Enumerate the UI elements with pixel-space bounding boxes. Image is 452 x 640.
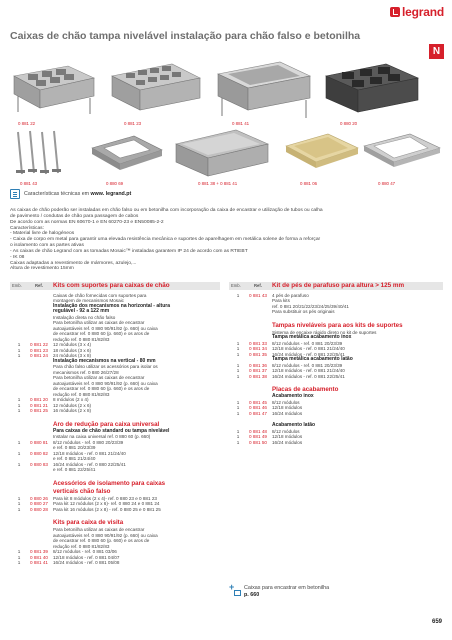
brand-name: legrand bbox=[402, 5, 444, 19]
row-description: montagem de mecanismos Mosaic bbox=[53, 298, 124, 303]
row-spacer bbox=[229, 379, 443, 386]
photo-caption: 0 881 41 bbox=[232, 121, 250, 126]
row-description: de encastrar ref. 0 880 60 (p. 660) e os aros de bbox=[53, 331, 150, 336]
row-description: Instalar na caixa universal ref. 0 880 60 (p. 660) bbox=[53, 434, 151, 439]
product-reference: 0 881 34 bbox=[249, 346, 267, 351]
product-photo-brass-cover bbox=[282, 128, 362, 180]
pack-quantity: 1 bbox=[236, 368, 240, 373]
product-row bbox=[229, 374, 443, 380]
page-title: Caixas de chão tampa nivelável instalação para chão falso e betonilha bbox=[10, 30, 361, 42]
section-heading-row bbox=[229, 386, 443, 394]
pack-quantity: 1 bbox=[17, 495, 21, 501]
product-row bbox=[10, 408, 220, 414]
photo-caption: 0 881 43 bbox=[20, 181, 38, 186]
row-description: Para betonilha utilizar as caixas de encastrar bbox=[53, 375, 145, 380]
pack-quantity bbox=[10, 519, 28, 527]
row-description: Tampa metálica acabamento inox bbox=[272, 334, 352, 340]
product-row bbox=[229, 411, 443, 417]
product-table-left bbox=[10, 282, 220, 566]
row-description: 12/18 módulos - ref. 0 881 04/07 bbox=[53, 554, 120, 560]
plus-box-icon bbox=[229, 585, 240, 596]
row-description: 8 módulos (2 x 4) bbox=[53, 397, 89, 402]
product-photo-reduction-ring bbox=[88, 130, 166, 180]
row-description: 12 módulos (3 x 4) bbox=[53, 342, 92, 347]
row-description: Placas de acabamento bbox=[272, 386, 339, 393]
product-row bbox=[229, 440, 443, 446]
product-reference: 0 881 48 bbox=[249, 428, 267, 434]
pack-quantity: 1 bbox=[17, 402, 21, 408]
product-reference: 0 880 28 bbox=[30, 506, 48, 512]
pack-quantity: 1 bbox=[17, 342, 21, 347]
row-description: Aro de redução para caixa universal bbox=[53, 420, 160, 428]
header-emb: Emb. bbox=[12, 283, 22, 289]
row-description: Instalação direta no chão falso bbox=[53, 314, 116, 320]
product-reference bbox=[247, 309, 269, 315]
row-description: Para kits bbox=[272, 298, 290, 303]
section-heading-row bbox=[10, 480, 220, 488]
product-reference: 0 880 81 bbox=[30, 439, 48, 445]
technical-info-row bbox=[10, 189, 131, 199]
row-description: Para kit 12 módulos (2 x 6)- ref. 0 880 24 e 0 881 24 bbox=[53, 501, 160, 506]
pack-quantity bbox=[10, 480, 28, 488]
product-reference bbox=[28, 480, 50, 488]
pack-quantity: 1 bbox=[17, 408, 21, 413]
row-description: e ref. 0 881 21/24/40 bbox=[53, 456, 96, 461]
row-description: autoajustáveis ref. 0 880 90/91/92 (p. 660) ou caixa bbox=[53, 380, 158, 386]
product-reference: 0 881 22 bbox=[30, 342, 48, 347]
product-table-right bbox=[229, 282, 443, 445]
intro-line: - As caixas de chão Legrand com as tomadas Mosaic™ instaladas garantem IP 24 de acordo com as RTIEBT bbox=[10, 248, 248, 254]
pack-quantity: 1 bbox=[236, 362, 240, 368]
section-heading-row bbox=[229, 322, 443, 330]
row-description: verticais chão falso bbox=[53, 487, 111, 495]
pack-quantity: 1 bbox=[236, 405, 240, 410]
intro-line: de pavimento / condutas de chão para passagem de cabos bbox=[10, 213, 139, 219]
pack-quantity bbox=[10, 488, 28, 496]
row-description: 12/18 módulos - ref. 0 881 21/24/40 bbox=[272, 368, 345, 373]
row-description: Para kit 16 módulos (2 x 8) - ref. 0 880 25 e 0 881 25 bbox=[53, 506, 161, 512]
row-description: Sistema de encaixe rápido direto no kit de suportes bbox=[272, 329, 377, 335]
intro-line: - Caixa de corpo em metal para garantir uma elevada resistência mecânica e suportes de aparelhagem em metálica solene de forma a reforçar bbox=[10, 237, 321, 243]
pack-quantity: 1 bbox=[17, 461, 21, 467]
product-reference: 0 881 50 bbox=[249, 439, 267, 445]
pack-quantity: 1 bbox=[17, 560, 21, 565]
intro-line: Altura de revestimento 15mm bbox=[10, 266, 74, 272]
technical-info-label: Características técnicas em bbox=[24, 191, 90, 197]
pack-quantity: 1 bbox=[17, 347, 21, 353]
product-row bbox=[10, 507, 220, 513]
row-description: Acessórios de isolamento para caixas bbox=[53, 479, 166, 487]
product-reference: 0 881 23 bbox=[30, 347, 48, 353]
pack-quantity: 1 bbox=[236, 434, 240, 439]
row-description: 24 módulos (3 x 8) bbox=[53, 353, 92, 358]
product-reference bbox=[28, 519, 50, 527]
intro-line: As caixas de chão poderão ser instaladas em chão falso ou em betonilha com incorporação da caixa de encastrar e utilização de tubos ou calha bbox=[10, 208, 323, 213]
pack-quantity: 1 bbox=[17, 549, 21, 554]
photo-caption: 0 881 38 + 0 881 41 bbox=[198, 181, 238, 186]
row-description: Tampas niveláveis para aos kits de suportes bbox=[272, 321, 403, 329]
product-reference: 0 881 24 bbox=[30, 353, 48, 358]
pack-quantity: 1 bbox=[236, 292, 240, 298]
product-photo-floor-box-kit-medium bbox=[108, 60, 204, 118]
intro-line: - IK 08 bbox=[10, 254, 25, 260]
cross-reference-note[interactable] bbox=[229, 585, 329, 599]
row-description: 8/12 módulos - ref. 0 881 20/23/39 bbox=[272, 340, 343, 346]
row-description: Para substituir os pés originais bbox=[272, 309, 335, 314]
product-photo-screw-feet bbox=[10, 128, 70, 178]
row-description: de encastrar ref. 0 880 60 (p. 660) e os aros de bbox=[53, 538, 150, 543]
pack-quantity: 1 bbox=[236, 428, 240, 434]
row-description: 12 módulos (2 x 6) bbox=[53, 402, 92, 408]
row-description: e ref. 0 881 20/23/39 bbox=[53, 445, 96, 450]
pack-quantity: 1 bbox=[236, 346, 240, 351]
pack-quantity bbox=[229, 309, 247, 315]
product-reference bbox=[247, 322, 269, 330]
cross-reference-label: Caixas para encastrar em betonilha bbox=[244, 585, 330, 591]
section-heading-row bbox=[10, 488, 220, 496]
description-row bbox=[229, 309, 443, 315]
product-reference: 0 881 21 bbox=[30, 402, 48, 408]
row-description: 12/18 módulos - ref. 0 881 21/24/40 bbox=[272, 346, 345, 351]
row-description: 12/18 módulos bbox=[272, 434, 303, 439]
row-description: Para kit 8 módulos (2 x 4)- ref. 0 880 23 e 0 881 23 bbox=[53, 495, 157, 501]
product-reference: 0 881 46 bbox=[249, 405, 267, 410]
row-description: 8/12 módulos - ref. 0 881 20/23/39 bbox=[272, 362, 343, 368]
product-reference: 0 881 35 bbox=[249, 351, 267, 357]
product-reference: 0 880 83 bbox=[30, 461, 48, 467]
row-description: 8/12 módulos - ref. 0 880 20/23/39 bbox=[53, 439, 124, 445]
description-row bbox=[10, 467, 220, 473]
product-reference: 0 881 40 bbox=[30, 554, 48, 560]
row-spacer bbox=[10, 473, 220, 480]
row-description: autoajustáveis ref. 0 880 90/91/92 (p. 660) ou caixa bbox=[53, 325, 158, 331]
row-description: 16/24 módulos - ref. 0 881 22/25/41 bbox=[272, 351, 345, 357]
page-number: 659 bbox=[431, 619, 442, 625]
section-title: Kits com suportes para caixas de chão bbox=[53, 282, 170, 290]
row-description: mecanismos ref. 0 880 26/27/28 bbox=[53, 369, 119, 375]
row-description: regulável - 92 a 122 mm bbox=[53, 308, 110, 314]
intro-line: Características: bbox=[10, 225, 44, 231]
pack-quantity: 1 bbox=[236, 399, 240, 405]
row-description: 16/24 módulos bbox=[272, 410, 303, 416]
pack-quantity: 1 bbox=[17, 506, 21, 512]
intro-line: - Material livre de halogéneos bbox=[10, 231, 75, 237]
row-description: 16/24 módulos - ref. 0 881 22/25/41 bbox=[272, 373, 345, 379]
cross-reference-page: p. 660 bbox=[244, 592, 260, 598]
section-marker: N bbox=[429, 44, 444, 59]
photo-caption: 0 880 20 bbox=[340, 121, 358, 126]
row-spacer bbox=[10, 414, 220, 421]
row-description: 12/18 módulos - ref. 0 881 21/24/40 bbox=[53, 450, 126, 456]
row-spacer bbox=[229, 315, 443, 322]
photo-caption: 0 881 22 bbox=[18, 121, 36, 126]
product-reference: 0 881 43 bbox=[249, 292, 267, 298]
row-spacer bbox=[229, 416, 443, 423]
product-reference: 0 881 47 bbox=[249, 410, 267, 416]
product-reference: 0 881 41 bbox=[30, 560, 48, 565]
product-reference bbox=[28, 421, 50, 429]
section-title: Kit de pés de parafuso para altura > 125 mm bbox=[272, 282, 405, 290]
header-ref: Ref. bbox=[35, 283, 43, 289]
row-description: 16/24 módulos - ref. 0 880 22/25/41 bbox=[53, 461, 126, 467]
row-description: Instalação dos mecanismos na horizontal - altura bbox=[53, 302, 170, 309]
intro-line: Caixas adaptadas a revestimento de mármores, azulejo,... bbox=[10, 260, 137, 266]
pack-quantity bbox=[10, 421, 28, 429]
product-reference bbox=[247, 386, 269, 394]
product-reference: 0 881 45 bbox=[249, 399, 267, 405]
row-description: 8/12 módulos bbox=[272, 428, 300, 434]
pack-quantity bbox=[10, 467, 28, 473]
product-reference: 0 881 36 bbox=[249, 362, 267, 368]
product-photo-floor-box-kit-small bbox=[8, 60, 98, 118]
pack-quantity: 1 bbox=[17, 554, 21, 560]
product-reference: 0 881 39 bbox=[30, 549, 48, 554]
product-photo-finishing-plate bbox=[360, 128, 444, 180]
row-description: 12/18 módulos bbox=[272, 405, 303, 410]
pack-quantity: 1 bbox=[236, 373, 240, 379]
pack-quantity: 1 bbox=[236, 439, 240, 445]
pack-quantity: 1 bbox=[17, 397, 21, 402]
photo-caption: 0 881 06 bbox=[300, 181, 318, 186]
row-description: Para betonilha utilizar as caixas de encastrar bbox=[53, 320, 145, 325]
pack-quantity bbox=[229, 322, 247, 330]
row-description: Acabamento inox bbox=[272, 393, 314, 399]
row-description: 16/24 módulos - ref. 0 881 05/08 bbox=[53, 560, 120, 565]
row-description: e ref. 0 881 22/25/41 bbox=[53, 467, 96, 472]
row-description: de encastrar ref. 0 880 60 (p. 660) e os aros de bbox=[53, 386, 150, 391]
row-description: Kits para caixa de visita bbox=[53, 519, 124, 526]
product-reference: 0 881 49 bbox=[249, 434, 267, 439]
row-description: redução ref. 0 880 81/82/83 bbox=[53, 391, 110, 397]
row-description: Caixas de chão fornecidas com suportes para bbox=[53, 292, 147, 298]
intro-line: o isolamento com as partes ativas bbox=[10, 243, 84, 249]
product-reference: 0 881 20 bbox=[30, 397, 48, 402]
row-description: ref. 0 881 20/21/22/23/24/25/39/40/41 bbox=[272, 303, 349, 309]
product-photo-insulation-accessory bbox=[322, 60, 422, 118]
product-reference: 0 880 27 bbox=[30, 501, 48, 506]
row-description: redução ref. 0 880 81/82/83 bbox=[53, 543, 110, 549]
photo-caption: 0 880 47 bbox=[378, 181, 396, 186]
pack-quantity: 1 bbox=[236, 351, 240, 357]
row-description: 16 módulos (2 x 8) bbox=[53, 408, 92, 413]
pack-quantity: 1 bbox=[236, 340, 240, 346]
document-icon bbox=[10, 189, 20, 199]
product-photo-inox-cover-on-kit bbox=[172, 126, 272, 182]
product-reference: 0 881 37 bbox=[249, 368, 267, 373]
row-description: Tampa metálica acabamento latão bbox=[272, 356, 353, 362]
legrand-logo-icon bbox=[390, 7, 400, 17]
product-reference: 0 881 25 bbox=[30, 408, 48, 413]
pack-quantity: 1 bbox=[17, 450, 21, 456]
row-spacer bbox=[10, 512, 220, 519]
product-reference: 0 880 26 bbox=[30, 495, 48, 501]
table-header bbox=[229, 282, 443, 290]
row-description: 8/12 módulos bbox=[272, 399, 300, 405]
product-reference bbox=[28, 467, 50, 473]
technical-info-link[interactable]: www. legrand.pt bbox=[90, 191, 132, 197]
pack-quantity bbox=[229, 386, 247, 394]
product-reference bbox=[28, 488, 50, 496]
intro-text bbox=[10, 208, 440, 272]
row-description: Instalação mecanismos na vertical - 80 mm bbox=[53, 357, 156, 364]
table-header bbox=[10, 282, 220, 290]
intro-line: De acordo com as normas EN 60670-1 e EN 60270-23 e EN50085-2-2 bbox=[10, 219, 164, 225]
product-reference: 0 881 38 bbox=[249, 373, 267, 379]
section-heading-row bbox=[10, 519, 220, 527]
row-description: Para chão falso utilizar os acessórios para isolar os bbox=[53, 364, 158, 369]
pack-quantity: 1 bbox=[17, 439, 21, 445]
row-description: Para betonilha utilizar as caixas de encastrar bbox=[53, 527, 145, 532]
photo-caption: 0 880 69 bbox=[106, 181, 124, 186]
row-description: autoajustáveis ref. 0 880 90/91/92 (p. 660) ou caixa bbox=[53, 532, 158, 538]
header-ref: Ref. bbox=[254, 283, 262, 289]
product-photo-inspection-box-kit bbox=[214, 56, 314, 120]
row-description: Para caixas de chão standard ou tampa nivelável bbox=[53, 427, 170, 434]
legrand-logo bbox=[390, 5, 444, 19]
row-description: 18 módulos (3 x 6) bbox=[53, 347, 92, 353]
pack-quantity: 1 bbox=[17, 501, 21, 506]
product-reference: 0 880 82 bbox=[30, 450, 48, 456]
product-row bbox=[10, 560, 220, 566]
row-description: 8/12 módulos - ref. 0 881 03/06 bbox=[53, 549, 117, 554]
header-emb: Emb. bbox=[231, 283, 241, 289]
pack-quantity: 1 bbox=[17, 353, 21, 358]
row-description: 4 pés de parafuso bbox=[272, 292, 309, 298]
row-description: 16/24 módulos bbox=[272, 439, 303, 445]
product-reference: 0 881 33 bbox=[249, 340, 267, 346]
pack-quantity: 1 bbox=[236, 410, 240, 416]
row-description: redução ref. 0 880 81/82/83 bbox=[53, 336, 110, 342]
photo-caption: 0 881 23 bbox=[124, 121, 142, 126]
row-description: Acabamento latão bbox=[272, 422, 316, 428]
